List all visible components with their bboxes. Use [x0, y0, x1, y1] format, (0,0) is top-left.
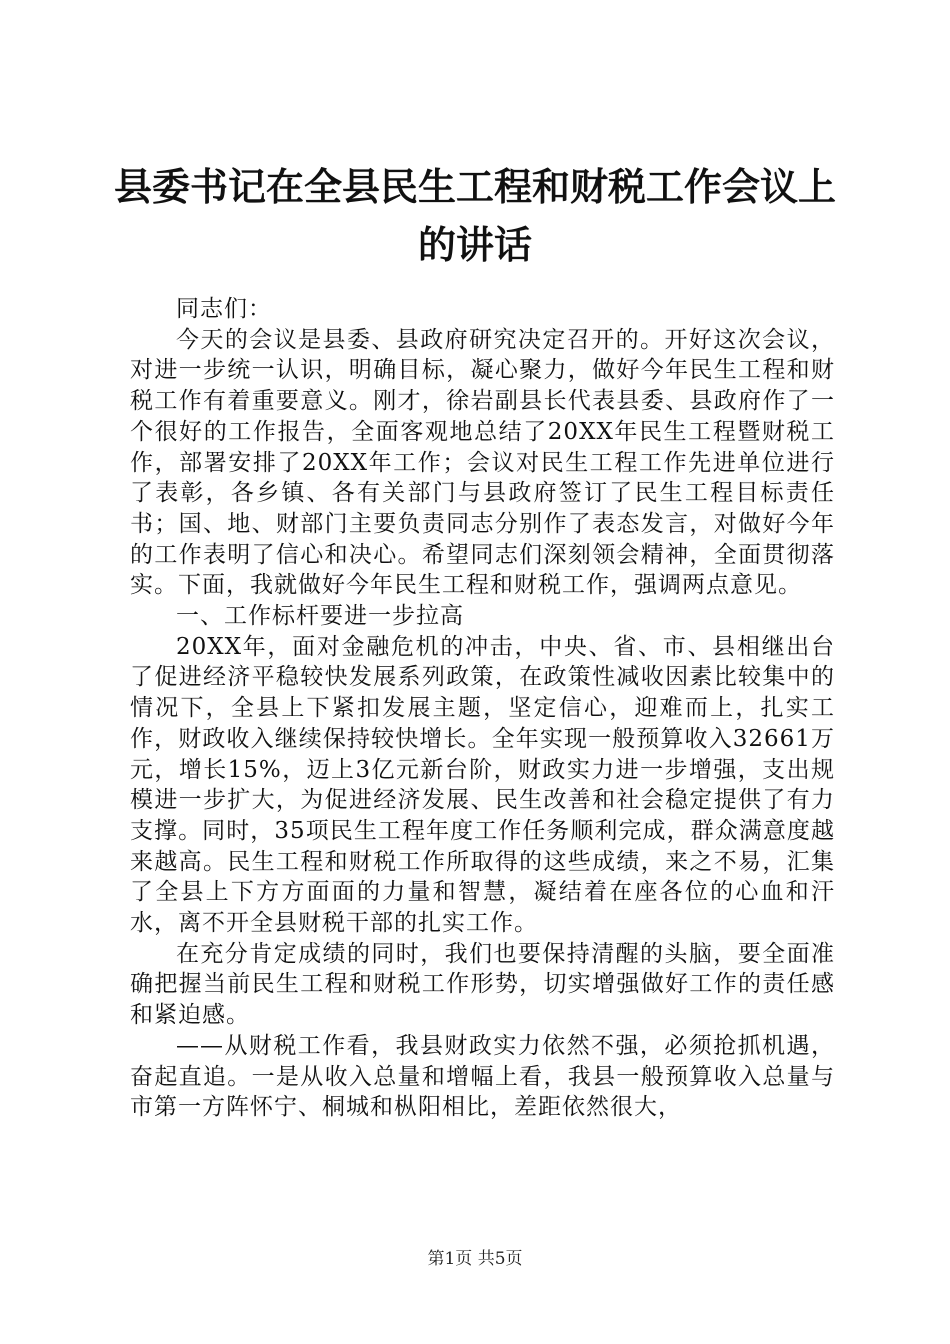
- fiscal-paragraph: ——从财税工作看，我县财政实力依然不强，必须抢抓机遇，奋起直追。一是从收入总量和增幅上看，我县一般预算收入总量与市第一方阵怀宁、桐城和枞阳相比，差距依然很大，: [130, 1032, 835, 1121]
- salutation-paragraph: 同志们：: [176, 296, 272, 322]
- document-body: [130, 294, 835, 1123]
- achievements-paragraph: 20XX年，面对金融危机的冲击，中央、省、市、县相继出台了促进经济平稳较快发展系列政策，在政策性减收因素比较集中的情况下，全县上下紧扣发展主题，坚定信心，迎难而上，扎实工作，财政收入继续保持较快增长。全年实现一般预算收入32661万元，增长15%，迈上3亿元新台阶，财政实力进一步增强，支出规模进一步扩大，为促进经济发展、民生改善和社会稳定提供了有力支撑。同时，35项民生工程年度工作任务顺利完成，群众满意度越来越高。民生工程和财税工作所取得的这些成绩，来之不易，汇集了全县上下方方面面的力量和智慧，凝结着在座各位的心血和汗水，离不开全县财税干部的扎实工作。: [130, 633, 835, 937]
- page-footer: 第1页 共5页: [427, 1249, 523, 1269]
- section-heading: 一、工作标杆要进一步拉高: [176, 603, 464, 630]
- awareness-paragraph: 在充分肯定成绩的同时，我们也要保持清醒的头脑，要全面准确把握当前民生工程和财税工作形势，切实增强做好工作的责任感和紧迫感。: [130, 940, 835, 1029]
- intro-paragraph: 今天的会议是县委、县政府研究决定召开的。开好这次会议，对进一步统一认识，明确目标，凝心聚力，做好今年民生工程和财税工作有着重要意义。刚才，徐岩副县长代表县委、县政府作了一个很好的工作报告，全面客观地总结了20XX年民生工程暨财税工作，部署安排了20XX年工作；会议对民生工程工作先进单位进行了表彰，各乡镇、各有关部门与县政府签订了民生工程目标责任书；国、地、财部门主要负责同志分别作了表态发言，对做好今年的工作表明了信心和决心。希望同志们深刻领会精神，全面贯彻落实。下面，我就做好今年民生工程和财税工作，强调两点意见。: [130, 326, 835, 599]
- document-title: 县委书记在全县民生工程和财税工作会议上的讲话: [113, 165, 836, 267]
